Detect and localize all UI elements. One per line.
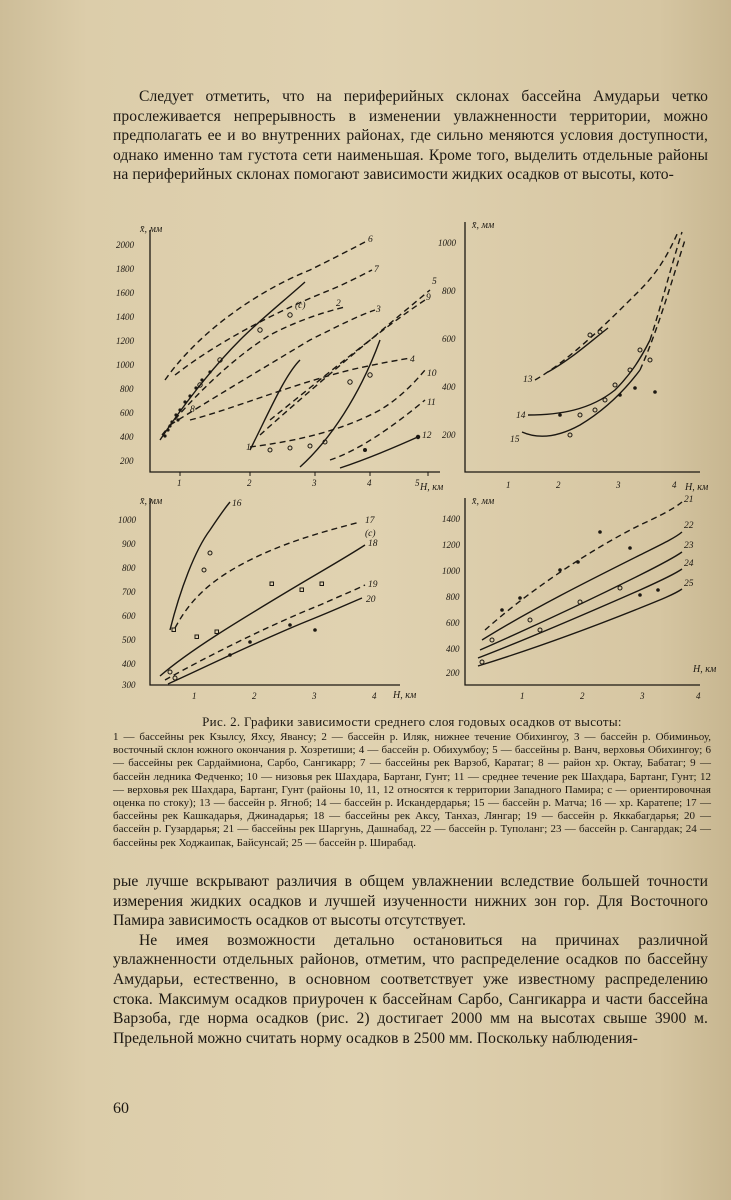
curve-3 <box>170 310 375 425</box>
panel-b-xtick: 4 <box>672 480 677 490</box>
curve-label: 24 <box>684 559 694 569</box>
panel-c-ytick: 1000 <box>118 515 136 525</box>
panel-a-xticks <box>177 472 428 488</box>
panel-b-xtick: 3 <box>616 480 621 490</box>
panel-c-ytick: 500 <box>122 635 136 645</box>
panel-d-curves <box>478 495 694 666</box>
panel-c-yticks <box>118 515 137 690</box>
panel-d-ytick: 800 <box>446 592 460 602</box>
curve-17 <box>175 522 360 628</box>
curve-label: 22 <box>684 521 694 531</box>
panel-c-annotation: (с) <box>365 529 376 539</box>
curve-label: 14 <box>516 411 526 421</box>
panel-d-ytick: 200 <box>446 668 460 678</box>
panel-c-xtick: 2 <box>252 691 257 701</box>
curve-14 <box>528 340 650 415</box>
panel-b-xtick: 1 <box>506 480 511 490</box>
panel-d-yticks <box>442 514 461 678</box>
panel-a-annotation: (с) <box>295 301 306 311</box>
panel-b <box>438 220 709 493</box>
curve-label: 1 <box>246 443 251 453</box>
curve-label: 4 <box>410 355 415 365</box>
curve-15-dash <box>640 240 685 370</box>
panel-d-ylabel: x̄, мм <box>472 496 495 507</box>
curve-13-solid <box>548 328 608 372</box>
curve-label: 18 <box>368 539 378 549</box>
curve-6 <box>165 242 365 380</box>
panel-d-xtick: 1 <box>520 691 525 701</box>
panel-a-curves <box>160 235 437 468</box>
panel-b-ylabel: x̄, мм <box>472 220 495 231</box>
curve-11 <box>330 400 425 460</box>
curve-label: 2 <box>336 299 341 309</box>
panel-d-points <box>480 530 660 664</box>
curve-23 <box>480 552 682 650</box>
panel-b-xticks <box>506 480 677 490</box>
panel-c-xtick: 3 <box>312 691 317 701</box>
panel-c-xtick: 1 <box>192 691 197 701</box>
panel-b-points <box>558 330 657 437</box>
curve-10 <box>250 370 425 447</box>
panel-a-yticks <box>116 240 135 466</box>
panel-c-ytick: 400 <box>122 659 136 669</box>
panel-a-ytick: 800 <box>120 384 134 394</box>
curve-label: 19 <box>368 580 378 590</box>
curve-24 <box>478 569 682 658</box>
panel-a-ytick: 600 <box>120 408 134 418</box>
panel-b-xtick: 2 <box>556 480 561 490</box>
panel-d-xtick: 3 <box>640 691 645 701</box>
panel-b-curves <box>510 232 685 445</box>
panel-a-xtick: 3 <box>312 478 317 488</box>
page-number: 60 <box>113 1100 129 1117</box>
paragraph-top-text: Следует отметить, что на периферийных склонах бассейна Амударьи четко прослеживается непрерывность в изменении увлажненности территории, можно предполагать ее и во внутренних районах, где сильно меняются условия доступности, однако именно там густота сети наименьшая. Кроме того, выделить отдельные районы на периферийных склонах помогают зависимости жидких осадков от высоты, кото- <box>113 88 708 184</box>
curve-label: 13 <box>523 375 533 385</box>
curve-2 <box>162 307 345 435</box>
curve-25 <box>478 589 682 666</box>
curve-13 <box>535 232 678 380</box>
panel-a-axes <box>150 230 440 472</box>
panel-c-ytick: 900 <box>122 539 136 549</box>
figure-2-svg <box>110 210 720 710</box>
paragraph-bottom-1: рые лучше вскрывают различия в общем увлажнении вследствие большей точности измерения жидких осадков и лучшей изученности нижних зон гор. Для Восточного Памира зависимость осадков от высоты отсутствует. <box>113 873 708 930</box>
curve-22 <box>482 532 682 640</box>
curve-label: 17 <box>365 516 375 526</box>
panel-a-ytick: 1400 <box>116 312 134 322</box>
panel-d-axes <box>465 498 700 685</box>
curve-label: 23 <box>684 541 694 551</box>
panel-a-ytick: 1000 <box>116 360 134 370</box>
curve-label: 8 <box>190 405 195 415</box>
panel-d-xlabel: H, км <box>693 664 717 675</box>
panel-a-xlabel: H, км <box>420 482 444 493</box>
curve-label: 3 <box>376 305 381 315</box>
curve-14-dash <box>650 232 682 340</box>
panel-b-ytick: 200 <box>442 430 456 440</box>
curve-20 <box>168 598 362 684</box>
paragraph-bottom-2: Не имея возможности детально остановиться на причинах различной увлажненности отдельных районов, отметим, что распределение осадков по бассейну Амударьи, естественно, в основном соответствует уже известному распределению стока. Максимум осадков приурочен к бассейнам Сарбо, Сангикарра и части бассейна Варзоба, где норма осадков (рис. 2) достигает 2000 мм на высотах свыше 3900 м. Предельной можно считать норму осадков в 2500 мм. Поскольку наблюдения- <box>113 931 708 1047</box>
panel-b-yticks <box>438 238 457 440</box>
panel-d-xticks <box>520 691 701 701</box>
panel-d <box>442 495 717 701</box>
caption-legend: 1 — бассейны рек Кзылсу, Яхсу, Явансу; 2 — бассейн р. Иляк, нижнее течение Обихингоу, 3 — бассейн р. Обиминьоу, восточный склон южного окончания р. Хозретиши; 4 — бассейн р. Обихумбоу; 5 — бассейны р. Ванч, верховья Обихингоу; 6 — бассейны рек Сардаймиона, Сарбо, Сангикарр; 7 — бассейны рек Варзоб, Каратаг; 8 — район хр. Октау, Бабатаг; 9 — бассейн ледника Федченко; 10 — низовья рек Шахдара, Бартанг, Гунт; 11 — среднее течение рек Шахдара, Бартанг, Гунт; 12 — верховья рек Шахдара, Бартанг, Гунт (районы 10, 11, 12 относятся к территории Западного Памира; с — ориентировочная оценка по стоку); 13 — бассейн р. Ягноб; 14 — бассейн р. Искандердарья; 15 — бассейн р. Матча; 16 — хр. Каратепе; 17 — бассейны рек Кашкадарья, Джинадарья; 18 — бассейны рек Аксу, Танхаз, Лянгар; 19 — бассейн р. Яккабагдарья; 20 — бассейн р. Гузардарья; 21 — бассейны рек Шаргунь, Дашнабад, 22 — бассейн р. Туполанг; 23 — бассейн р. Сангардак; 24 — бассейны рек Ходжаипак, Байсунсай; 25 — бассейн р. Ширабад. <box>113 731 711 849</box>
panel-a-ytick: 400 <box>120 432 134 442</box>
panel-a-ytick: 1800 <box>116 264 134 274</box>
panel-c-ytick: 600 <box>122 611 136 621</box>
caption-title <box>113 714 711 730</box>
panel-b-xlabel: H, км <box>685 482 709 493</box>
panel-c-axes <box>150 498 400 685</box>
curve-label: 9 <box>426 293 431 303</box>
curve-4 <box>250 360 300 450</box>
curve-label: 20 <box>366 595 376 605</box>
panel-b-axes <box>465 222 700 472</box>
curve-label: 11 <box>427 398 436 408</box>
curve-8 <box>190 358 410 420</box>
panel-c-points <box>168 551 324 680</box>
panel-a-ytick: 200 <box>120 456 134 466</box>
curve-label: 16 <box>232 499 242 509</box>
panel-a-xtick: 1 <box>177 478 182 488</box>
panel-c-ytick: 800 <box>122 563 136 573</box>
curve-label: 21 <box>684 495 694 505</box>
panel-c-xtick: 4 <box>372 691 377 701</box>
panel-d-ytick: 1200 <box>442 540 460 550</box>
curve-7 <box>175 270 372 375</box>
curve-21 <box>485 502 682 630</box>
panel-a-xtick: 4 <box>367 478 372 488</box>
panel-c-ytick: 300 <box>122 680 136 690</box>
caption-title-text: Рис. 2. Графики зависимости среднего слоя годовых осадков от высоты: <box>202 714 622 729</box>
panel-a-ylabel: x̄, мм <box>140 224 163 235</box>
panel-a-ytick: 2000 <box>116 240 134 250</box>
curve-label: 10 <box>427 369 437 379</box>
curve-16 <box>170 502 230 630</box>
panel-c <box>118 496 417 701</box>
panel-a-ytick: 1600 <box>116 288 134 298</box>
panel-d-xtick: 2 <box>580 691 585 701</box>
curve-label: 12 <box>422 431 432 441</box>
curve-label: 7 <box>374 265 379 275</box>
panel-a-xtick: 5 <box>415 478 420 488</box>
paragraph-top <box>113 87 708 185</box>
panel-d-ytick: 1000 <box>442 566 460 576</box>
panel-a <box>116 224 444 493</box>
curve-1 <box>160 282 305 440</box>
paragraph-bottom <box>113 872 708 1048</box>
figure-2 <box>110 210 720 710</box>
curve-15 <box>522 370 640 436</box>
curve-12 <box>340 436 420 468</box>
panel-d-ytick: 400 <box>446 644 460 654</box>
curve-4b <box>300 340 380 467</box>
panel-c-xticks <box>192 691 377 701</box>
panel-d-ytick: 600 <box>446 618 460 628</box>
curve-label: 6 <box>368 235 373 245</box>
panel-b-ytick: 400 <box>442 382 456 392</box>
panel-c-ytick: 700 <box>122 587 136 597</box>
figure-caption <box>113 714 711 850</box>
panel-d-ytick: 1400 <box>442 514 460 524</box>
panel-c-ylabel: x̄, мм <box>140 496 163 507</box>
panel-a-xtick: 2 <box>247 478 252 488</box>
panel-b-ytick: 600 <box>442 334 456 344</box>
curve-label: 5 <box>432 277 437 287</box>
curve-label: 15 <box>510 435 520 445</box>
panel-a-ytick: 1200 <box>116 336 134 346</box>
panel-c-curves <box>160 499 378 684</box>
curve-label: 25 <box>684 579 694 589</box>
panel-c-xlabel: H, км <box>393 690 417 701</box>
panel-b-ytick: 1000 <box>438 238 456 248</box>
panel-b-ytick: 800 <box>442 286 456 296</box>
panel-d-xtick: 4 <box>696 691 701 701</box>
